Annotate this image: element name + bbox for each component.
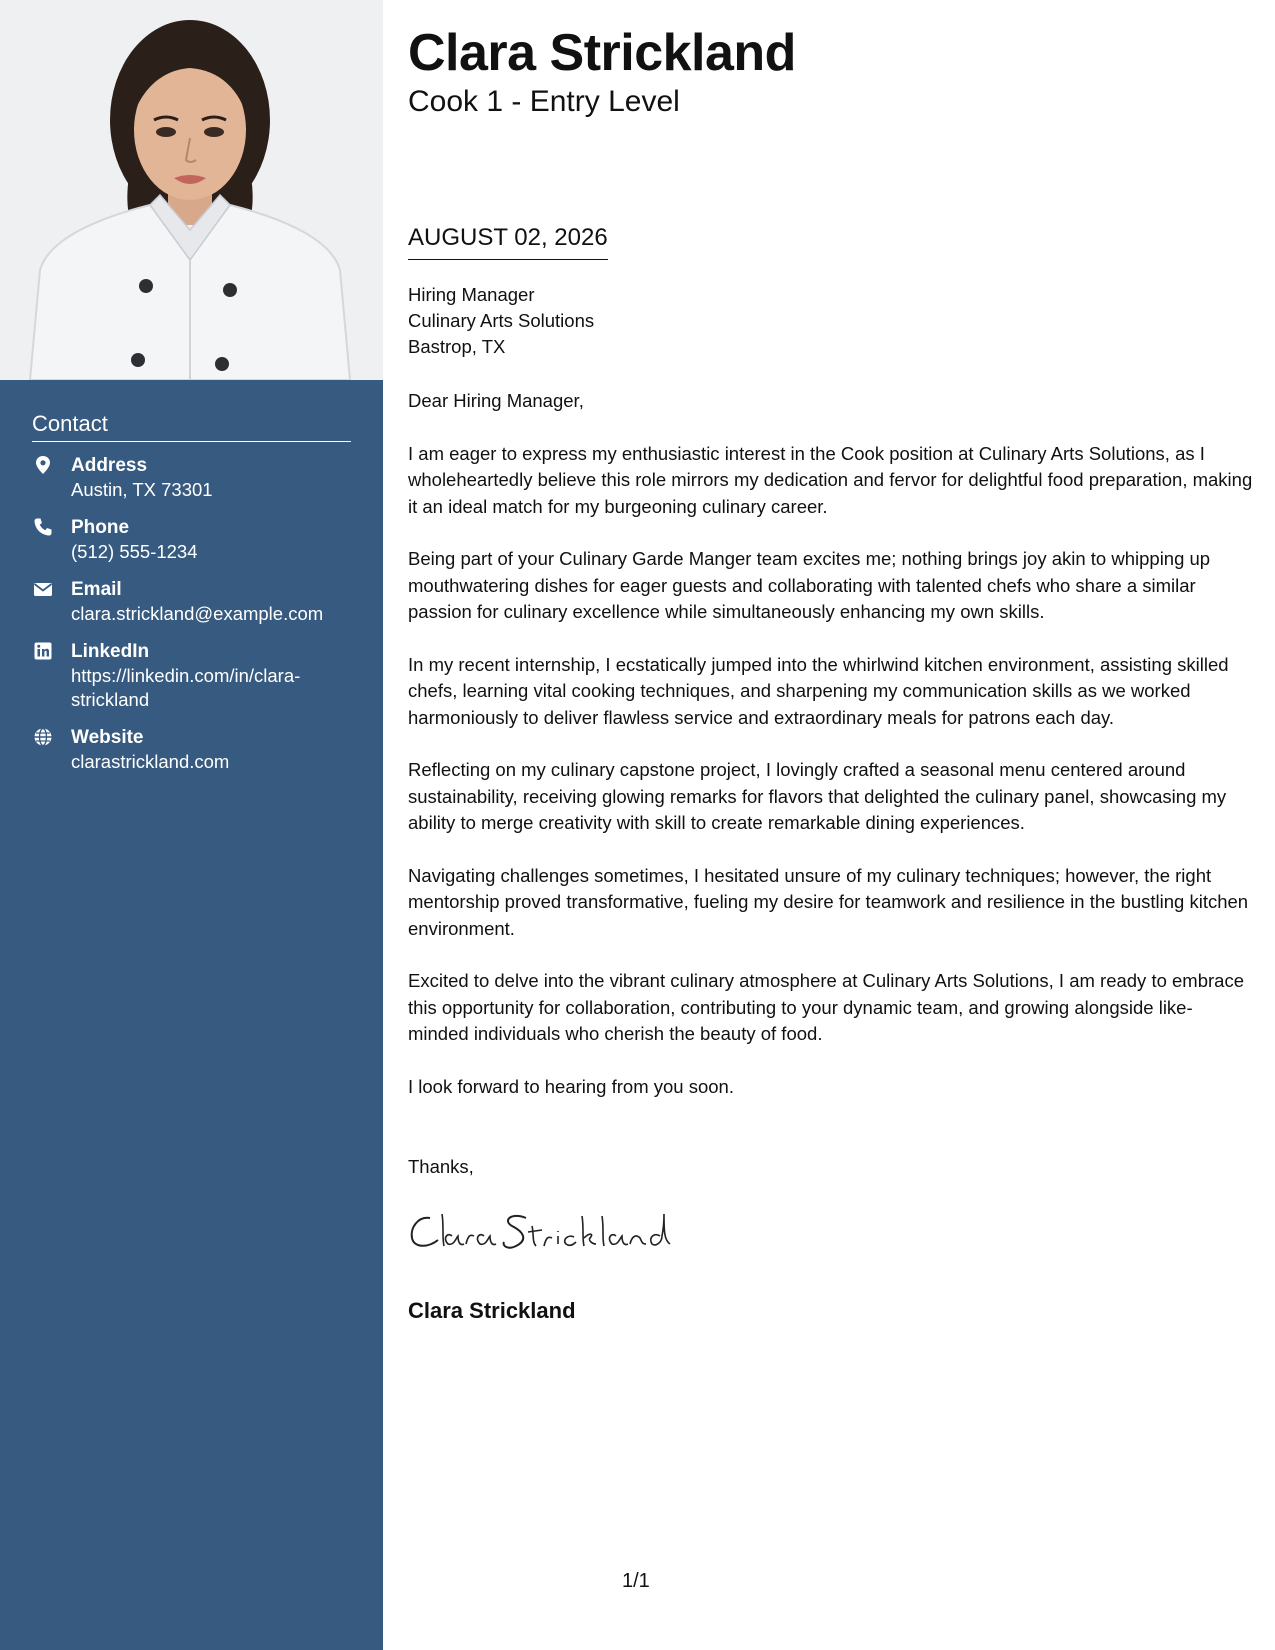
contact-value: Austin, TX 73301 bbox=[71, 479, 213, 500]
contact-item-address bbox=[32, 454, 351, 502]
contact-value[interactable]: https://linkedin.com/in/clara-strickland bbox=[71, 665, 301, 710]
contact-heading: Contact bbox=[32, 411, 351, 442]
body-paragraph: Navigating challenges sometimes, I hesitated unsure of my culinary techniques; however, the right mentorship proved transformative, fueling my desire for teamwork and resilience in the bustling kitchen environment. bbox=[408, 864, 1249, 939]
contact-item-email bbox=[32, 578, 351, 626]
contact-label: LinkedIn bbox=[71, 641, 150, 662]
contact-item-phone bbox=[32, 516, 351, 564]
body-paragraph: Excited to delve into the vibrant culinary atmosphere at Culinary Arts Solutions, I am ready to embrace this opportunity for collaboration, contributing to your dynamic team, and growing alongside like-minded individuals who cherish the beauty of food. bbox=[408, 970, 1244, 1044]
globe-icon bbox=[33, 727, 53, 747]
signer-name: Clara Strickland bbox=[408, 1298, 576, 1323]
letter-date: AUGUST 02, 2026 bbox=[408, 222, 608, 260]
envelope-icon bbox=[33, 579, 53, 599]
body-paragraph: Being part of your Culinary Garde Manger team excites me; nothing brings joy akin to whipping up mouthwatering dishes for eager guests and collaborating with talented chefs who share a similar passion for culinary excellence while simultaneously enhancing my own skills. bbox=[408, 548, 1211, 622]
job-title: Cook 1 - Entry Level bbox=[408, 85, 680, 118]
contact-item-linkedin bbox=[32, 640, 351, 712]
contact-value: clara.strickland@example.com bbox=[71, 603, 324, 624]
salutation: Dear Hiring Manager, bbox=[408, 390, 584, 411]
candidate-name: Clara Strickland bbox=[408, 24, 796, 82]
profile-photo bbox=[0, 0, 383, 380]
contact-value[interactable]: clarastrickland.com bbox=[71, 751, 230, 772]
contact-label: Website bbox=[71, 727, 144, 748]
handwritten-signature bbox=[408, 1206, 678, 1256]
linkedin-icon bbox=[33, 641, 53, 661]
recipient-line: Culinary Arts Solutions bbox=[408, 310, 595, 331]
body-paragraph: Reflecting on my culinary capstone project, I lovingly crafted a seasonal menu centered around sustainability, receiving glowing remarks for flavors that delighted the culinary panel, showcasing my ability to merge creativity with skill to create remarkable dining experiences. bbox=[408, 759, 1227, 833]
contact-item-website bbox=[32, 726, 351, 774]
recipient-line: Bastrop, TX bbox=[408, 336, 506, 357]
letter-body bbox=[408, 388, 1253, 1126]
body-paragraph: I look forward to hearing from you soon. bbox=[408, 1075, 734, 1097]
contact-section bbox=[32, 411, 351, 788]
body-paragraph: In my recent internship, I ecstatically jumped into the whirlwind kitchen environment, assisting skilled chefs, learning vital cooking techniques, and sharpening my communication skills as we worked harmoniously to deliver flawless service and extraordinary meals for patrons each day. bbox=[408, 653, 1229, 728]
contact-label: Email bbox=[71, 579, 122, 600]
sidebar bbox=[0, 0, 383, 1650]
recipient-block bbox=[408, 282, 594, 360]
contact-value: (512) 555-1234 bbox=[71, 541, 198, 562]
body-paragraph: I am eager to express my enthusiastic interest in the Cook position at Culinary Arts Solutions, as I wholeheartedly believe this role mirrors my dedication and fervor for delightful food preparation, making it an ideal match for my burgeoning culinary career. bbox=[408, 442, 1253, 517]
contact-label: Phone bbox=[71, 517, 130, 538]
phone-icon bbox=[33, 517, 53, 537]
contact-label: Address bbox=[71, 455, 148, 476]
map-marker-icon bbox=[33, 455, 53, 475]
closing: Thanks, bbox=[408, 1156, 474, 1177]
recipient-line: Hiring Manager bbox=[408, 284, 535, 305]
page-number: 1/1 bbox=[622, 1570, 650, 1592]
